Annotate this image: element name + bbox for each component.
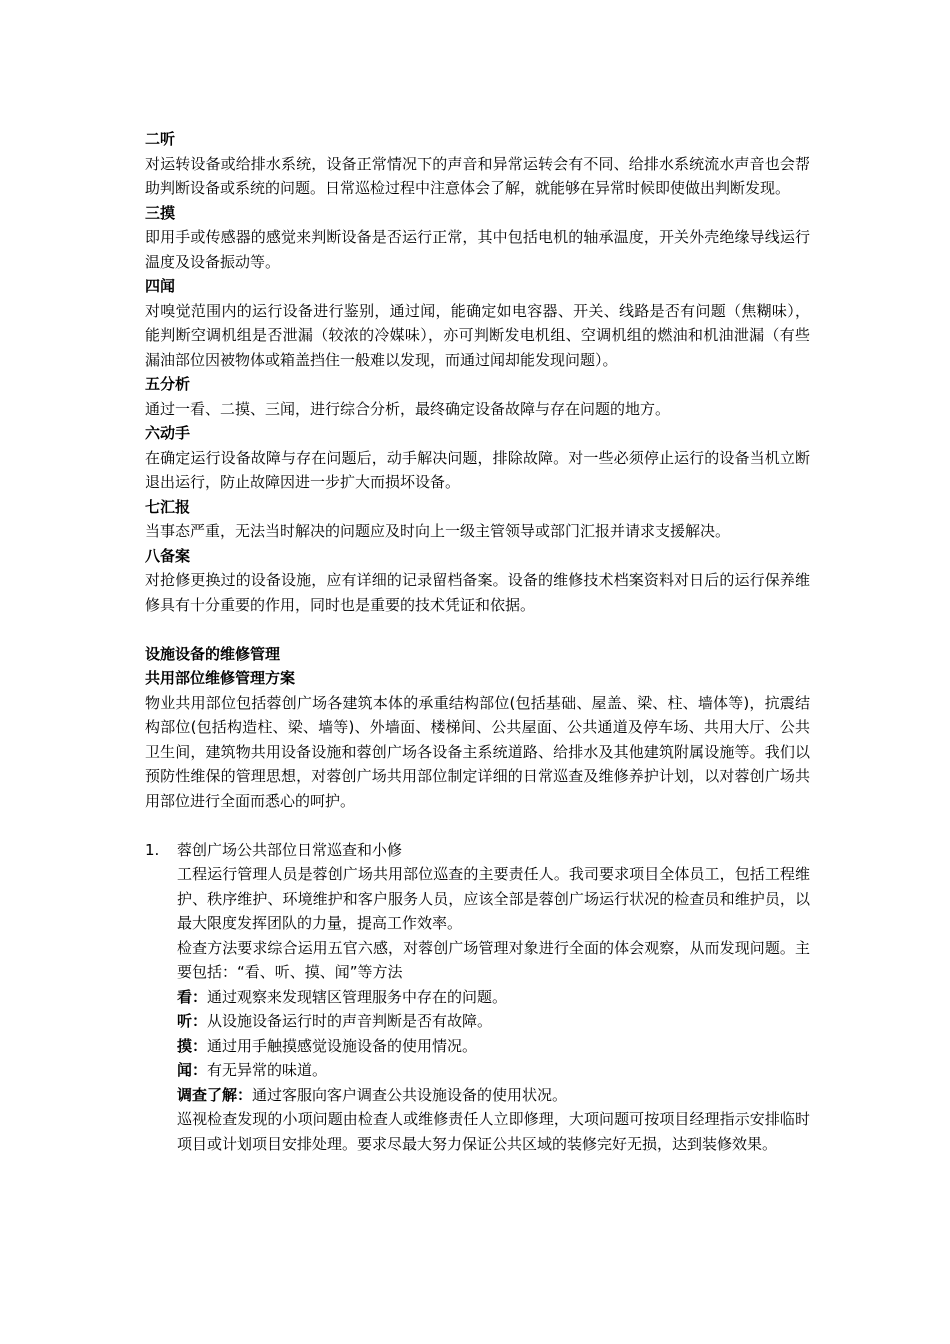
item-number: 1. <box>145 840 160 859</box>
section-title: 二听 <box>145 130 176 148</box>
section-ba-beian <box>145 544 810 618</box>
method-text: 从设施设备运行时的声音判断是否有故障。 <box>207 1012 493 1030</box>
maintenance-intro: 物业共用部位包括蓉创广场各建筑本体的承重结构部位(包括基础、屋盖、梁、柱、墙体等)，抗震结构部位(包括构造柱、梁、墙等)、外墙面、楼梯间、公共屋面、公共通道及停车场、共用大厅、公共卫生间，建筑物共用设备设施和蓉创广场各设备主系统道路、给排水及其他建筑附属设施等。我们以预防性维保的管理思想，对蓉创广场共用部位制定详细的日常巡查及维修养护计划，以对蓉创广场共用部位进行全面而悉心的呵护。 <box>145 693 810 810</box>
section-title: 五分析 <box>145 375 191 393</box>
item-title: 蓉创广场公共部位日常巡查和小修 <box>177 840 403 859</box>
maintenance-heading: 设施设备的维修管理 <box>145 644 281 663</box>
section-body: 对运转设备或给排水系统，设备正常情况下的声音和异常运转会有不同、给排水系统流水声音也会帮助判断设备或系统的问题。日常巡检过程中注意体会了解，就能够在异常时候即使做出判断发现。 <box>145 154 810 197</box>
section-body: 通过一看、二摸、三闻，进行综合分析，最终确定设备故障与存在问题的地方。 <box>145 399 671 418</box>
section-san-mo <box>145 201 810 275</box>
spacer <box>145 617 810 642</box>
method-label: 摸： <box>177 1036 208 1055</box>
method-label: 看： <box>177 987 208 1006</box>
section-wu-fenxi <box>145 372 810 421</box>
method-survey <box>177 1083 810 1108</box>
section-body: 对嗅觉范围内的运行设备进行鉴别，通过闻，能确定如电容器、开关、线路是否有问题（焦糊味），能判断空调机组是否泄漏（较浓的冷媒味），亦可判断发电机组、空调机组的燃油和机油泄漏（有些漏油部位因被物体或箱盖挡住一般难以发现，而通过闻却能发现问题）。 <box>145 301 810 369</box>
section-title: 八备案 <box>145 546 191 565</box>
section-er-ting <box>145 127 810 201</box>
section-si-wen <box>145 274 810 372</box>
method-label: 听： <box>177 1012 208 1030</box>
item-1-body <box>145 862 810 1156</box>
section-liu-dongshou <box>145 421 810 495</box>
section-title: 四闻 <box>145 277 176 295</box>
section-qi-huibao <box>145 495 810 544</box>
method-listen <box>177 1009 810 1034</box>
method-text: 通过客服向客户调查公共设施设备的使用状况。 <box>252 1085 568 1104</box>
method-label: 闻： <box>177 1061 208 1079</box>
method-text: 通过观察来发现辖区管理服务中存在的问题。 <box>207 987 508 1006</box>
section-title: 七汇报 <box>145 497 191 516</box>
spacer <box>145 813 810 838</box>
item-paragraph: 巡视检查发现的小项问题由检查人或维修责任人立即修理，大项问题可按项目经理指示安排临时项目或计划项目安排处理。要求尽最大努力保证公共区域的装修完好无损，达到装修效果。 <box>177 1110 810 1153</box>
item-paragraph: 工程运行管理人员是蓉创广场共用部位巡查的主要责任人。我司要求项目全体员工，包括工程维护、秩序维护、环境维护和客户服务人员，应该全部是蓉创广场运行状况的检查员和维护员，以最大限度发挥团队的力量，提高工作效率。 <box>177 865 810 932</box>
section-title: 六动手 <box>145 424 191 442</box>
method-touch <box>177 1034 810 1059</box>
item-paragraph: 检查方法要求综合运用五官六感，对蓉创广场管理对象进行全面的体会观察，从而发现问题。主要包括：“看、听、摸、闻”等方法 <box>177 938 810 981</box>
method-text: 通过用手触摸感觉设施设备的使用情况。 <box>207 1036 478 1055</box>
method-smell <box>177 1058 810 1083</box>
section-body: 即用手或传感器的感觉来判断设备是否运行正常，其中包括电机的轴承温度，开关外壳绝缘导线运行温度及设备振动等。 <box>145 228 810 271</box>
method-text: 有无异常的味道。 <box>207 1061 328 1079</box>
method-look <box>177 985 810 1010</box>
method-label: 调查了解： <box>177 1085 253 1104</box>
maintenance-subheading: 共用部位维修管理方案 <box>145 669 296 687</box>
section-body: 当事态严重，无法当时解决的问题应及时向上一级主管领导或部门汇报并请求支援解决。 <box>145 522 731 540</box>
document-content <box>145 127 810 1156</box>
section-body: 对抢修更换过的设备设施，应有详细的记录留档备案。设备的维修技术档案资料对日后的运行保养维修具有十分重要的作用，同时也是重要的技术凭证和依据。 <box>145 571 810 614</box>
numbered-item-1 <box>145 838 810 863</box>
section-title: 三摸 <box>145 203 176 222</box>
section-body: 在确定运行设备故障与存在问题后，动手解决问题，排除故障。对一些必须停止运行的设备当机立断退出运行，防止故障因进一步扩大而损坏设备。 <box>145 448 810 491</box>
